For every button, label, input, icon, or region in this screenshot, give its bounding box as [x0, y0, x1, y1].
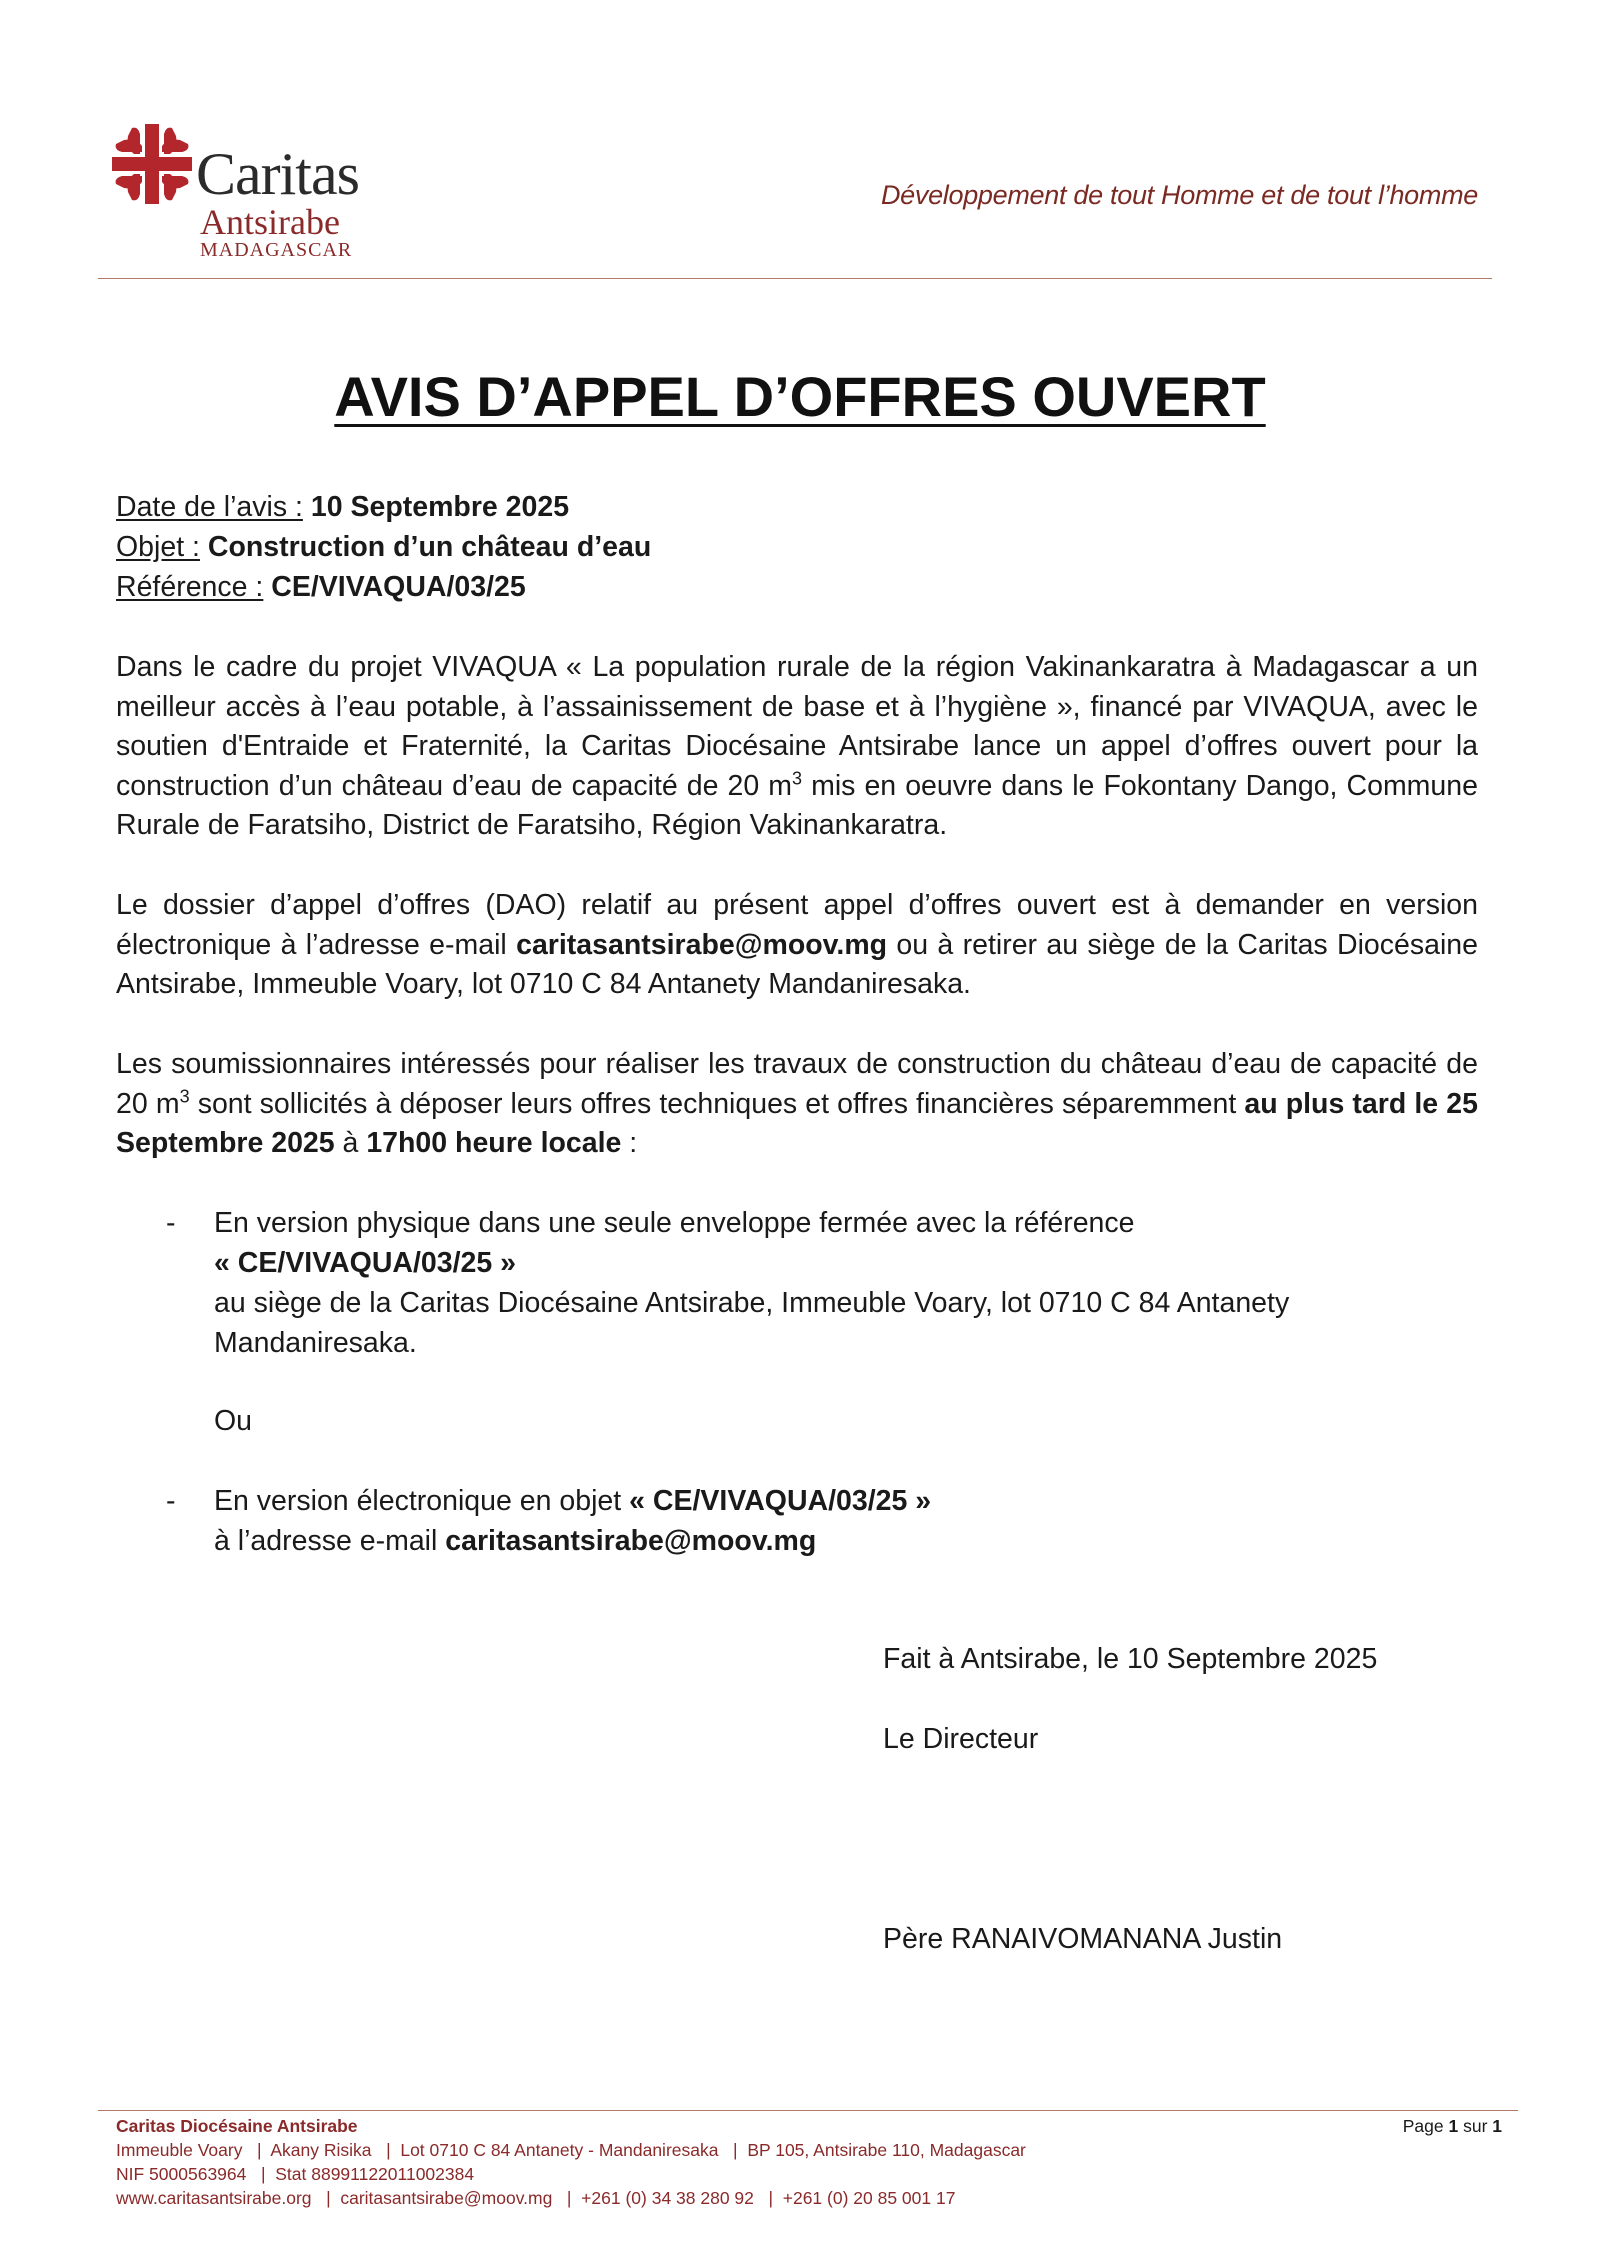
list-bullet: -: [166, 1207, 176, 1239]
paragraph-submission-text-c: à: [334, 1127, 367, 1159]
option-electronic-reference: « CE/VIVAQUA/03/25 »: [629, 1485, 932, 1517]
paragraph-submission-text-b: sont sollicités à déposer leurs offres techniques et offres financières séparemment: [189, 1087, 1245, 1120]
paragraph-context: [116, 648, 1478, 846]
option-electronic-email-label: à l’adresse e-mail: [214, 1525, 446, 1557]
cubic-superscript: 3: [792, 768, 803, 788]
caritas-cross-icon: [112, 124, 192, 204]
date-value: 10 Septembre 2025: [310, 491, 570, 523]
header-divider: [98, 278, 1492, 279]
page-total: 1: [1492, 2116, 1502, 2136]
caritas-logo: [112, 120, 382, 260]
logo-country: MADAGASCAR: [200, 239, 353, 261]
signature-role: Le Directeur: [883, 1723, 1039, 1755]
submission-time: 17h00 heure locale: [366, 1127, 622, 1159]
paragraph-submission-text-a: Les soumissionnaires intéressés pour réaliser les travaux de construction du château d’eau de capacité de 20 m: [116, 1048, 1478, 1120]
logo-city: Antsirabe: [200, 202, 340, 242]
notice-date-line: [116, 488, 569, 528]
list-bullet: -: [166, 1485, 176, 1517]
option-physical-line4: Mandaniresaka.: [214, 1327, 417, 1359]
paragraph-context-text-b: mis en oeuvre dans le Fokontany Dango, Commune Rurale de Faratsiho, District de Faratsiho, Région Vakinankaratra.: [116, 769, 1478, 841]
paragraph-dao-text-a: Le dossier d’appel d’offres (DAO) relatif au présent appel d’offres ouvert est à demander en version électronique à l’adresse e-mail: [116, 889, 1478, 961]
footer-divider: [98, 2110, 1518, 2111]
paragraph-dao: [116, 886, 1478, 1005]
signature-name: Père RANAIVOMANANA Justin: [883, 1923, 1283, 1955]
tagline: Développement de tout Homme et de tout l’homme: [880, 180, 1478, 210]
option-physical-reference: « CE/VIVAQUA/03/25 »: [214, 1247, 517, 1279]
date-label: Date de l’avis :: [116, 491, 303, 523]
footer-identifiers: NIF 5000563964 | Stat 88991122011002384: [116, 2164, 475, 2184]
submission-deadline: au plus tard le 25 Septembre 2025: [116, 1087, 1478, 1159]
reference-line: [116, 568, 526, 608]
page-separator: sur: [1458, 2116, 1493, 2136]
or-separator: Ou: [214, 1405, 253, 1437]
footer-contact: www.caritasantsirabe.org | caritasantsirabe@moov.mg | +261 (0) 34 38 280 92 | +261 (0) 20 85 001 17: [116, 2188, 956, 2208]
object-label: Objet :: [116, 531, 200, 563]
paragraph-submission: [116, 1045, 1478, 1164]
page-label: Page: [1402, 2116, 1449, 2136]
cubic-superscript: 3: [179, 1086, 190, 1106]
option-physical-line1: En version physique dans une seule enveloppe fermée avec la référence: [214, 1207, 1135, 1239]
footer-organization: Caritas Diocésaine Antsirabe: [116, 2116, 358, 2136]
page-current: 1: [1448, 2116, 1459, 2136]
object-value: Construction d’un château d’eau: [207, 531, 652, 563]
option-electronic-line2: [214, 1522, 1414, 1562]
option-electronic-email[interactable]: caritasantsirabe@moov.mg: [445, 1525, 817, 1557]
document-title: AVIS D’APPEL D’OFFRES OUVERT: [334, 365, 1266, 428]
reference-label: Référence :: [116, 571, 264, 603]
option-electronic-text: En version électronique en objet: [214, 1485, 630, 1517]
signature-place-date: Fait à Antsirabe, le 10 Septembre 2025: [883, 1643, 1378, 1675]
paragraph-dao-text-b: ou à retirer au siège de la Caritas Diocésaine Antsirabe, Immeuble Voary, lot 0710 C 84 Antanety Mandaniresaka.: [116, 928, 1478, 1000]
logo-name: Caritas: [196, 141, 359, 207]
page-number: [1403, 2116, 1502, 2137]
footer-address: Immeuble Voary | Akany Risika | Lot 0710 C 84 Antanety - Mandaniresaka | BP 105, Antsirabe 110, Madagascar: [116, 2140, 1026, 2160]
option-physical-line3: au siège de la Caritas Diocésaine Antsirabe, Immeuble Voary, lot 0710 C 84 Antanety: [214, 1287, 1290, 1319]
paragraph-context-text-a: Dans le cadre du projet VIVAQUA « La population rurale de la région Vakinankaratra à Madagascar a un meilleur accès à l’eau potable, à l’assainissement de base et à l’hygiène », financé par VIVAQUA, avec le soutien d'Entraide et Fraternité, la Caritas Diocésaine Antsirabe lance un appel d’offres ouvert pour la construction d’un château d’eau de capacité de 20 m: [116, 651, 1478, 802]
option-electronic-line1: [214, 1482, 1414, 1522]
object-line: [116, 528, 651, 568]
dao-email[interactable]: caritasantsirabe@moov.mg: [516, 928, 888, 961]
reference-value: CE/VIVAQUA/03/25: [271, 571, 526, 603]
paragraph-submission-text-d: :: [621, 1127, 638, 1159]
